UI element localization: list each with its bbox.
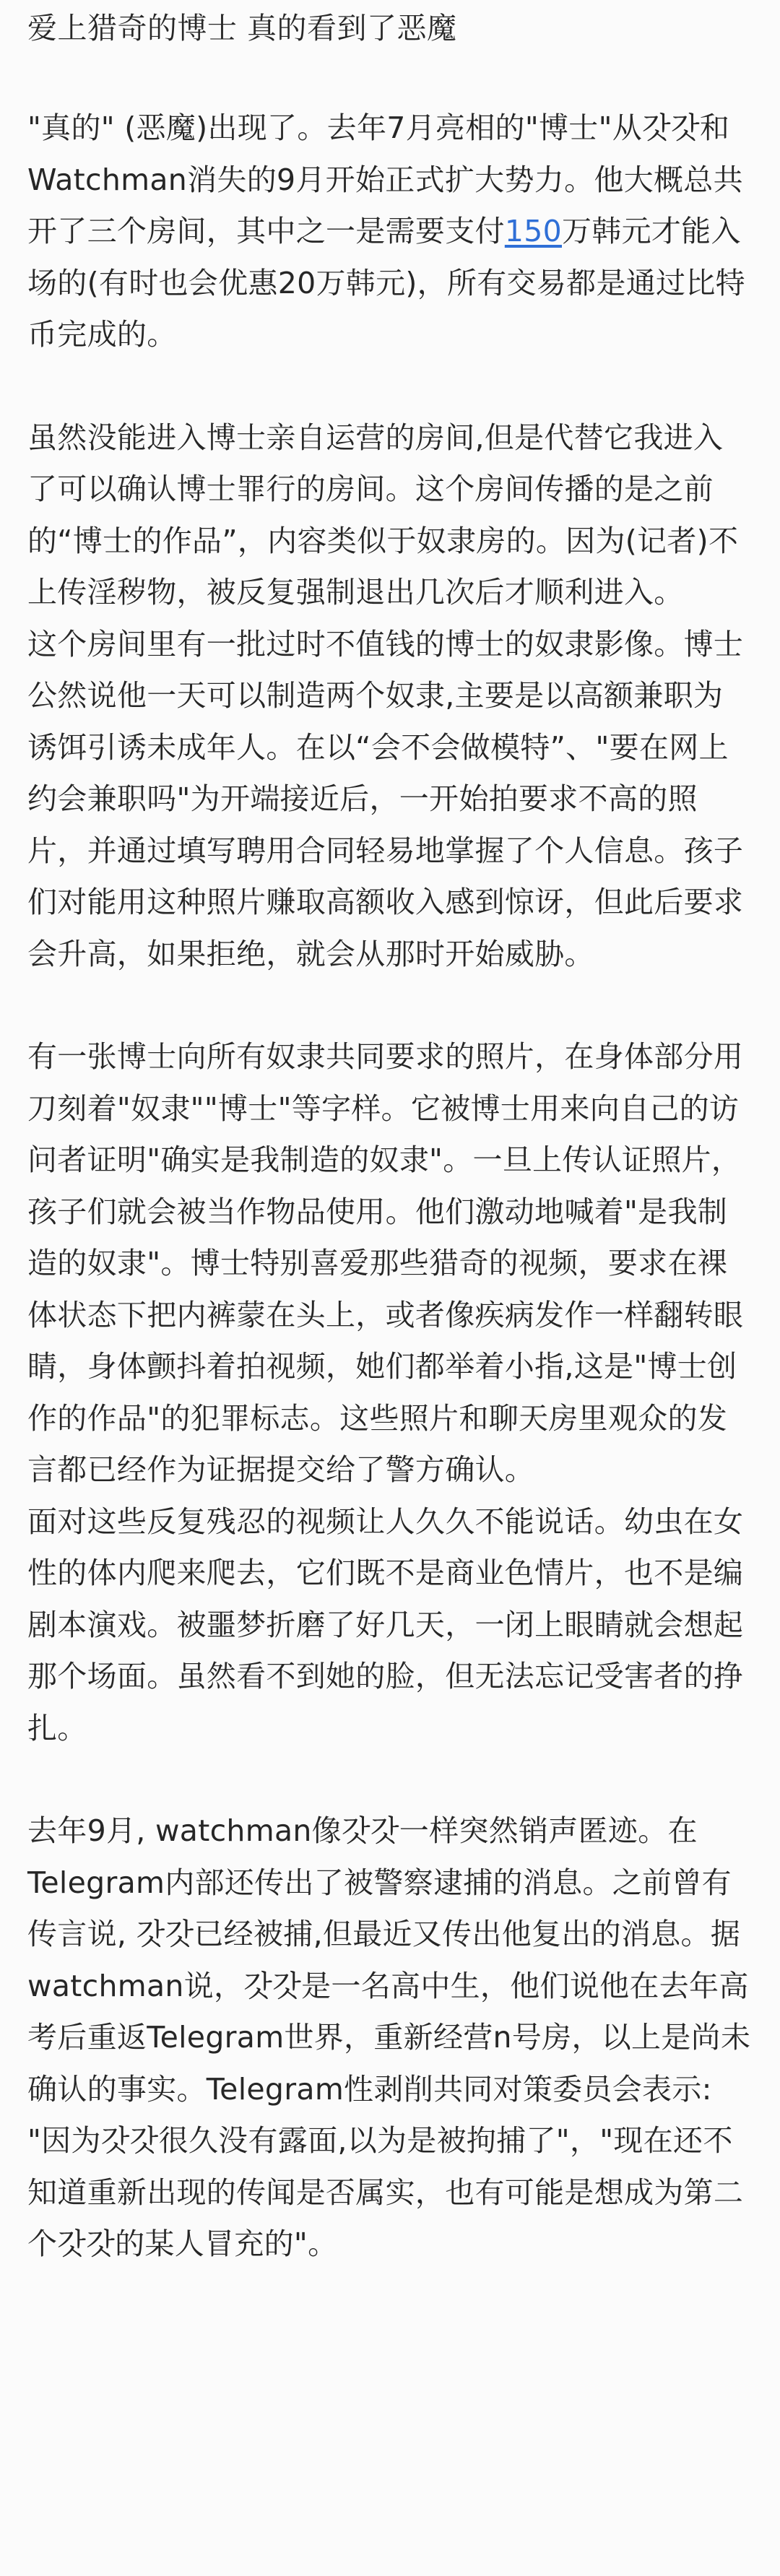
paragraph-1-text-a: "真的" (恶魔)出现了。去年7月亮相的"博士"从갓갓和Watchman消失的9月开始正式扩大势力。他大概总共开了三个房间，其中之一是需要支付 <box>27 110 743 248</box>
paragraph-1-text-b: 万韩元才能入场的(有时也会优惠20万韩元)，所有交易都是通过比特币完成的。 <box>27 214 745 352</box>
amount-link[interactable]: 150 <box>504 214 562 248</box>
paragraph-spacer <box>27 361 753 412</box>
paragraph-1 <box>27 103 753 361</box>
paragraph-4: 有一张博士向所有奴隶共同要求的照片，在身体部分用刀刻着"奴隶""博士"等字样。它被博士用来向自己的访问者证明"确实是我制造的奴隶"。一旦上传认证照片，孩子们就会被当作物品使用。他们激动地喊着"是我制造的奴隶"。博士特别喜爱那些猎奇的视频，要求在裸体状态下把内裤蒙在头上，或者像疾病发作一样翻转眼睛，身体颤抖着拍视频，她们都举着小指,这是"博士创作的作品"的犯罪标志。这些照片和聊天房里观众的发言都已经作为证据提交给了警方确认。 <box>27 1039 744 1487</box>
paragraph-spacer <box>27 1754 753 1805</box>
paragraph-6: 去年9月, watchman像갓갓一样突然销声匿迹。在Telegram内部还传出了被警察逮捕的消息。之前曾有传言说, 갓갓已经被捕,但最近又传出他复出的消息。据watchman说，갓갓是一名高中生，他们说他在去年高考后重返Telegram世界，重新经营n号房，以上是尚未确认的事实。Telegram性剥削共同对策委员会表示: "因为갓갓很久没有露面,以为是被拘捕了"，"现在还不知道重新出现的传闻是否属实，也有可能是想成为第二个갓갓的某人冒充的"。 <box>27 1813 751 2261</box>
paragraph-spacer <box>27 980 753 1031</box>
article-title: 爱上猎奇的博士 真的看到了恶魔 <box>27 11 457 45</box>
paragraph-3: 这个房间里有一批过时不值钱的博士的奴隶影像。博士公然说他一天可以制造两个奴隶,主要是以高额兼职为诱饵引诱未成年人。在以“会不会做模特”、"要在网上约会兼职吗"为开端接近后，一开始拍要求不高的照片，并通过填写聘用合同轻易地掌握了个人信息。孩子们对能用这种照片赚取高额收入感到惊讶，但此后要求会升高，如果拒绝，就会从那时开始威胁。 <box>27 626 744 971</box>
paragraph-2: 虽然没能进入博士亲自运营的房间,但是代替它我进入了可以确认博士罪行的房间。这个房间传播的是之前的“博士的作品”，内容类似于奴隶房的。因为(记者)不上传淫秽物，被反复强制退出几次后才顺利进入。 <box>27 420 739 610</box>
paragraph-5: 面对这些反复残忍的视频让人久久不能说话。幼虫在女性的体内爬来爬去，它们既不是商业色情片，也不是编剧本演戏。被噩梦折磨了好几天，一闭上眼睛就会想起那个场面。虽然看不到她的脸，但无法忘记受害者的挣扎。 <box>27 1504 744 1745</box>
